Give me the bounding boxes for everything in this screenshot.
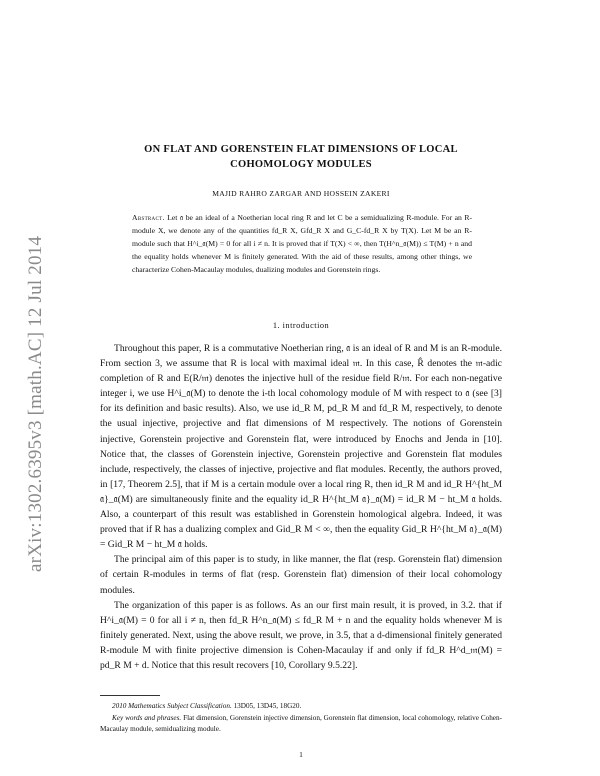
footnote-kw-value: Flat dimension, Gorenstein injective dimension, Gorenstein flat dimension, local cohomology, relative Cohen-Macaulay module, semidualizing module. (100, 713, 502, 734)
paragraph: The organization of this paper is as follows. As an our first main result, it is proved, in 3.2. that if H^i_𝔞(M) = 0 for all i ≠ n, then fd_R H^n_𝔞(M) ≤ fd_R M + n and the equality holds whenever M is finitely generated. Next, using the above result, we prove, in 3.5, that a d-dimensional finitely generated R-module M with finite projective dimension is Cohen-Macaulay if and only if fd_R H^d_𝔪(M) = pd_R M + d. Notice that this result recovers [10, Corollary 9.5.22]. (100, 599, 502, 671)
paper-title (100, 142, 502, 172)
footnote-keywords (100, 713, 502, 736)
title-line-2: COHOMOLOGY MODULES (230, 159, 372, 170)
abstract (132, 212, 472, 277)
title-line-1: ON FLAT AND GORENSTEIN FLAT DIMENSIONS OF LOCAL (144, 144, 458, 155)
body-text (100, 341, 502, 673)
paragraph: The principal aim of this paper is to study, in like manner, the flat (resp. Gorenstein flat) dimension of certain R-modules in terms of flat (resp. Gorenstein flat) dimension of their local cohomology modules. (100, 554, 502, 596)
footnote-rule (100, 695, 160, 696)
arxiv-stamp-text: arXiv:1302.6395v3 [math.AC] 12 Jul 2014 (25, 235, 46, 572)
arxiv-stamp (6, 182, 46, 572)
footnotes (100, 701, 502, 736)
footnote-msc-label: 2010 Mathematics Subject Classification. (112, 702, 232, 710)
abstract-label: Abstract. (132, 213, 165, 222)
page-number: 1 (299, 750, 303, 759)
footnote-kw-label: Key words and phrases. (112, 713, 182, 722)
abstract-text: Let 𝔞 be an ideal of a Noetherian local ring R and let C be a semidualizing R-module. For an R-module X, we denote any of the quantities fd_R X, Gfd_R X and G_C-fd_R X by T(X). Let M be an R-module such that H^i_𝔞(M) = 0 for all i ≠ n. It is proved that if T(X) < ∞, then T(H^n_𝔞(M)) ≤ T(M) + n and the equality holds whenever M is finitely generated. With the aid of these results, among other things, we characterize Cohen-Macaulay modules, dualizing modules and Gorenstein rings. (132, 213, 473, 274)
footnote-msc-value: 13D05, 13D45, 18G20. (233, 702, 302, 710)
section-heading: 1. introduction (272, 321, 330, 330)
authors: MAJID RAHRO ZARGAR AND HOSSEIN ZAKERI (212, 189, 390, 198)
footnote-msc (100, 701, 502, 713)
paragraph: Throughout this paper, R is a commutative Noetherian ring, 𝔞 is an ideal of R and M is an R-module. From section 3, we assume that R is local with maximal ideal 𝔪. In this case, R̂ denotes the 𝔪-adic completion of R and E(R/𝔪) denotes the injective hull of the residue field R/𝔪. For each non-negative integer i, we use H^i_𝔞(M) to denote the i-th local cohomology module of M with respect to 𝔞 (see [3] for its definition and basic results). Also, we use id_R M, pd_R M and fd_R M, respectively, to denote the usual injective, projective and flat dimensions of M respectively. The notions of Gorenstein injective, Gorenstein projective and Gorenstein flat, were introduced by Enochs and Jenda in [10]. Notice that, the classes of Gorenstein injective, Gorenstein projective and Gorenstein flat modules include, respectively, the classes of injective, projective and flat modules. Recently, the authors proved, in [17, Theorem 2.5], that if M is a certain module over a local ring R, then id_R M and id_R H^{ht_M 𝔞}_𝔞(M) are simultaneously finite and the equality id_R H^{ht_M 𝔞}_𝔞(M) = id_R M − ht_M 𝔞 holds. Also, a counterpart of this result was established in Gorenstein homological algebra. Indeed, it was proved that if R has a dualizing complex and Gid_R M < ∞, then the equality Gid_R H^{ht_M 𝔞}_𝔞(M) = Gid_R M − ht_M 𝔞 holds. (100, 343, 502, 551)
